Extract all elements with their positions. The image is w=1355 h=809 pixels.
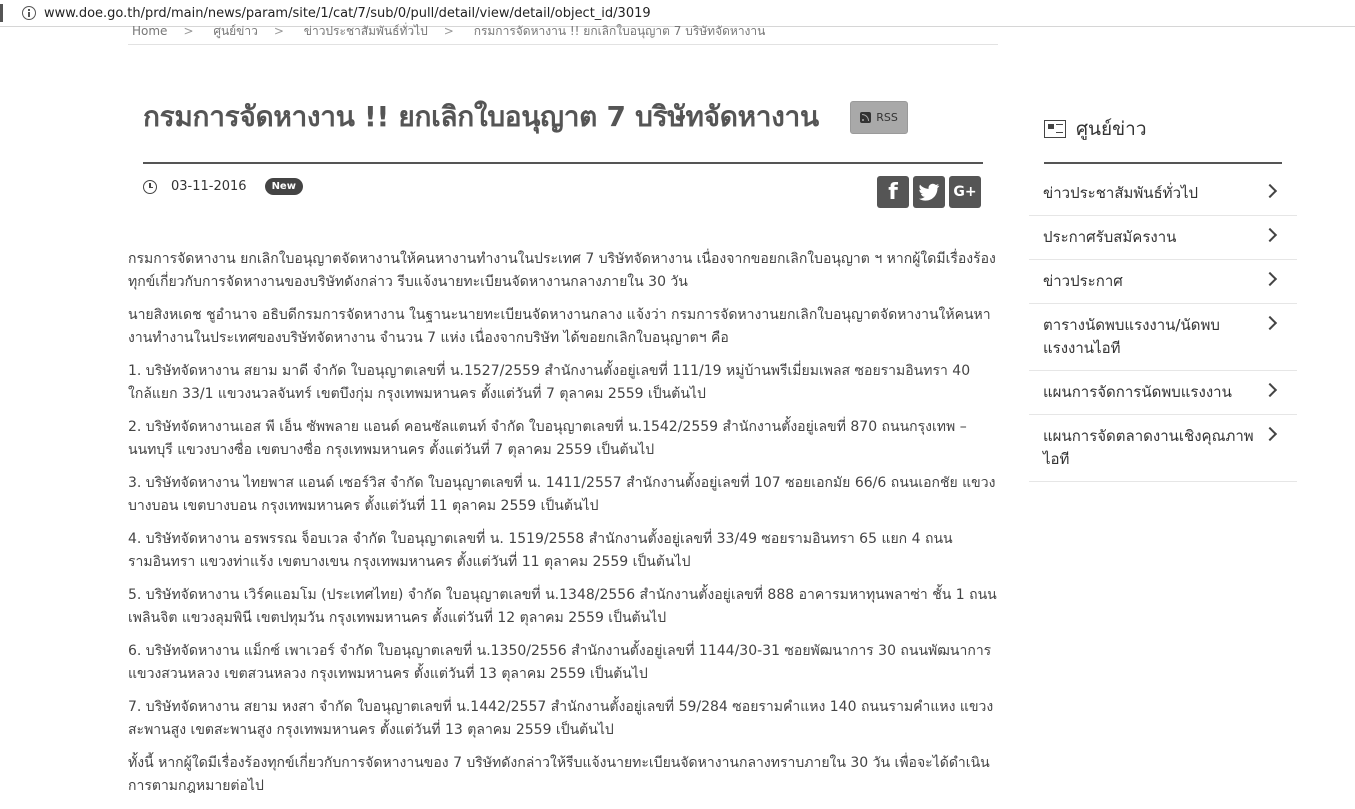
new-badge: New — [265, 178, 303, 195]
article-date: 03-11-2016 — [171, 179, 247, 194]
google-plus-share-button[interactable] — [949, 176, 981, 208]
chevron-right-icon — [1263, 316, 1277, 330]
facebook-share-button[interactable] — [877, 176, 909, 208]
breadcrumb-general-news[interactable]: ข่าวประชาสัมพันธ์ทั่วไป — [303, 24, 428, 38]
twitter-share-button[interactable] — [913, 176, 945, 208]
share-buttons — [877, 176, 985, 208]
sidebar-item-job-fair-plan[interactable] — [1029, 371, 1297, 415]
url-text[interactable]: www.doe.go.th/prd/main/news/param/site/1/cat/7/sub/0/pull/detail/view/detail/object_id/3019 — [44, 5, 651, 21]
article-paragraph: 1. บริษัทจัดหางาน สยาม มาดี จำกัด ใบอนุญาตเลขที่ น.1527/2559 สำนักงานตั้งอยู่เลขที่ 111/19 หมู่บ้านพรีเมี่ยมเพลส ซอยรามอินทรา 40 ใกล้แยก 33/1 แขวงนวลจันทร์ เขตบึงกุ่ม กรุงเทพมหานคร ตั้งแต่วันที่ 7 ตุลาคม 2559 เป็นต้นไป — [128, 363, 971, 402]
sidebar-item-general-news[interactable] — [1029, 172, 1297, 216]
article-body — [128, 248, 998, 808]
sidebar-item-label: ข่าวประชาสัมพันธ์ทั่วไป — [1043, 184, 1199, 202]
sidebar-item-label: ตารางนัดพบแรงงาน/นัดพบแรงงานไอที — [1043, 316, 1220, 357]
sidebar-heading — [1044, 114, 1147, 144]
rss-label: RSS — [876, 111, 898, 124]
sidebar-item-label: ข่าวประกาศ — [1043, 272, 1123, 290]
sidebar-item-label: ประกาศรับสมัครงาน — [1043, 228, 1177, 246]
article-paragraph: นายสิงหเดช ชูอำนาจ อธิบดีกรมการจัดหางาน ในฐานะนายทะเบียนจัดหางานกลาง แจ้งว่า กรมการจัดหางานยกเลิกใบอนุญาตจัดหางานให้คนหางานทำงานในประเทศของบริษัทจัดหางาน จำนวน 7 แห่ง เนื่องจากบริษัท ได้ขอยกเลิกใบอนุญาตฯ คือ — [128, 307, 991, 346]
google-plus-icon: G+ — [953, 184, 977, 200]
breadcrumb-separator: > — [273, 24, 284, 38]
sidebar-item-label: แผนการจัดตลาดงานเชิงคุณภาพไอที — [1043, 427, 1254, 468]
breadcrumb — [128, 20, 998, 45]
twitter-icon — [918, 181, 940, 203]
breadcrumb-separator: > — [183, 24, 194, 38]
chevron-right-icon — [1263, 272, 1277, 286]
article-meta — [143, 178, 303, 195]
chevron-right-icon — [1263, 228, 1277, 242]
article-paragraph: 7. บริษัทจัดหางาน สยาม หงสา จำกัด ใบอนุญาตเลขที่ น.1442/2557 สำนักงานตั้งอยู่เลขที่ 59/284 ซอยรามคำแหง 140 ถนนรามคำแหง แขวงสะพานสูง เขตสะพานสูง กรุงเทพมหานคร ตั้งแต่วันที่ 13 ตุลาคม 2559 เป็นต้นไป — [128, 699, 994, 738]
sidebar-title: ศูนย์ข่าว — [1076, 118, 1147, 140]
sidebar-item-announcements[interactable] — [1029, 260, 1297, 304]
article-paragraph: ทั้งนี้ หากผู้ใดมีเรื่องร้องทุกข์เกี่ยวกับการจัดหางานของ 7 บริษัทดังกล่าวให้รีบแจ้งนายทะเบียนจัดหางานกลางทราบภายใน 30 วัน เพื่อจะได้ดำเนินการตามกฎหมายต่อไป — [128, 755, 990, 794]
breadcrumb-separator: > — [443, 24, 454, 38]
article-paragraph: 3. บริษัทจัดหางาน ไทยพาส แอนด์ เซอร์วิส จำกัด ใบอนุญาตเลขที่ น. 1411/2557 สำนักงานตั้งอยู่เลขที่ 107 ซอยเอกมัย 66/6 ถนนเอกชัย แขวงบางบอน เขตบางบอน กรุงเทพมหานคร ตั้งแต่วันที่ 11 ตุลาคม 2559 เป็นต้นไป — [128, 475, 996, 514]
rss-button[interactable] — [850, 101, 908, 134]
chevron-right-icon — [1263, 383, 1277, 397]
sidebar-item-job-fair-schedule[interactable] — [1029, 304, 1297, 371]
rss-icon — [860, 112, 871, 123]
breadcrumb-current: กรมการจัดหางาน !! ยกเลิกใบอนุญาต 7 บริษัทจัดหางาน — [473, 24, 766, 38]
sidebar-menu — [1029, 172, 1297, 482]
article-paragraph: 5. บริษัทจัดหางาน เวิร์คแอมโม (ประเทศไทย) จำกัด ใบอนุญาตเลขที่ น.1348/2556 สำนักงานตั้งอยู่เลขที่ 888 อาคารมหาทุนพลาซ่า ชั้น 1 ถนนเพลินจิต แขวงลุมพินี เขตปทุมวัน กรุงเทพมหานคร ตั้งแต่วันที่ 12 ตุลาคม 2559 เป็นต้นไป — [128, 587, 997, 626]
article-paragraph: 4. บริษัทจัดหางาน อรพรรณ จ็อบเวล จำกัด ใบอนุญาตเลขที่ น. 1519/2558 สำนักงานตั้งอยู่เลขที่ 33/49 ซอยรามอินทรา 65 แยก 4 ถนนรามอินทรา แขวงท่าแร้ง เขตบางเขน กรุงเทพมหานคร ตั้งแต่วันที่ 11 ตุลาคม 2559 เป็นต้นไป — [128, 531, 953, 570]
chevron-right-icon — [1263, 427, 1277, 441]
sidebar-divider — [1044, 162, 1282, 164]
clock-icon — [143, 180, 157, 194]
breadcrumb-home[interactable]: Home — [132, 24, 168, 38]
breadcrumb-news-center[interactable]: ศูนย์ข่าว — [213, 24, 258, 38]
title-divider — [143, 162, 983, 164]
page-title: กรมการจัดหางาน !! ยกเลิกใบอนุญาต 7 บริษัทจัดหางาน — [143, 100, 819, 133]
window-edge — [0, 4, 3, 22]
article-paragraph: 6. บริษัทจัดหางาน แม็กซ์ เพาเวอร์ จำกัด ใบอนุญาตเลขที่ น.1350/2556 สำนักงานตั้งอยู่เลขที่ 1144/30-31 ซอยพัฒนาการ 30 ถนนพัฒนาการ แขวงสวนหลวง เขตสวนหลวง กรุงเทพมหานคร ตั้งแต่วันที่ 13 ตุลาคม 2559 เป็นต้นไป — [128, 643, 992, 682]
article-paragraph: 2. บริษัทจัดหางานเอส พี เอ็น ซัพพลาย แอนด์ คอนซัลแตนท์ จำกัด ใบอนุญาตเลขที่ น.1542/2559 สำนักงานตั้งอยู่เลขที่ 870 ถนนกรุงเทพ – นนทบุรี แขวงบางซื่อ เขตบางซื่อ กรุงเทพมหานคร ตั้งแต่วันที่ 7 ตุลาคม 2559 เป็นต้นไป — [128, 419, 967, 458]
sidebar-item-job-announcements[interactable] — [1029, 216, 1297, 260]
chevron-right-icon — [1263, 184, 1277, 198]
facebook-icon: f — [888, 179, 898, 205]
site-info-icon[interactable] — [22, 6, 36, 20]
sidebar-item-it-job-market-plan[interactable] — [1029, 415, 1297, 482]
newspaper-icon — [1044, 120, 1066, 138]
sidebar-item-label: แผนการจัดการนัดพบแรงงาน — [1043, 383, 1232, 401]
article-paragraph: กรมการจัดหางาน ยกเลิกใบอนุญาตจัดหางานให้คนหางานทำงานในประเทศ 7 บริษัทจัดหางาน เนื่องจากขอยกเลิกใบอนุญาต ฯ หากผู้ใดมีเรื่องร้องทุกข์เกี่ยวกับการจัดหางานของบริษัทดังกล่าว รีบแจ้งนายทะเบียนจัดหางานกลางภายใน 30 วัน — [128, 251, 996, 290]
